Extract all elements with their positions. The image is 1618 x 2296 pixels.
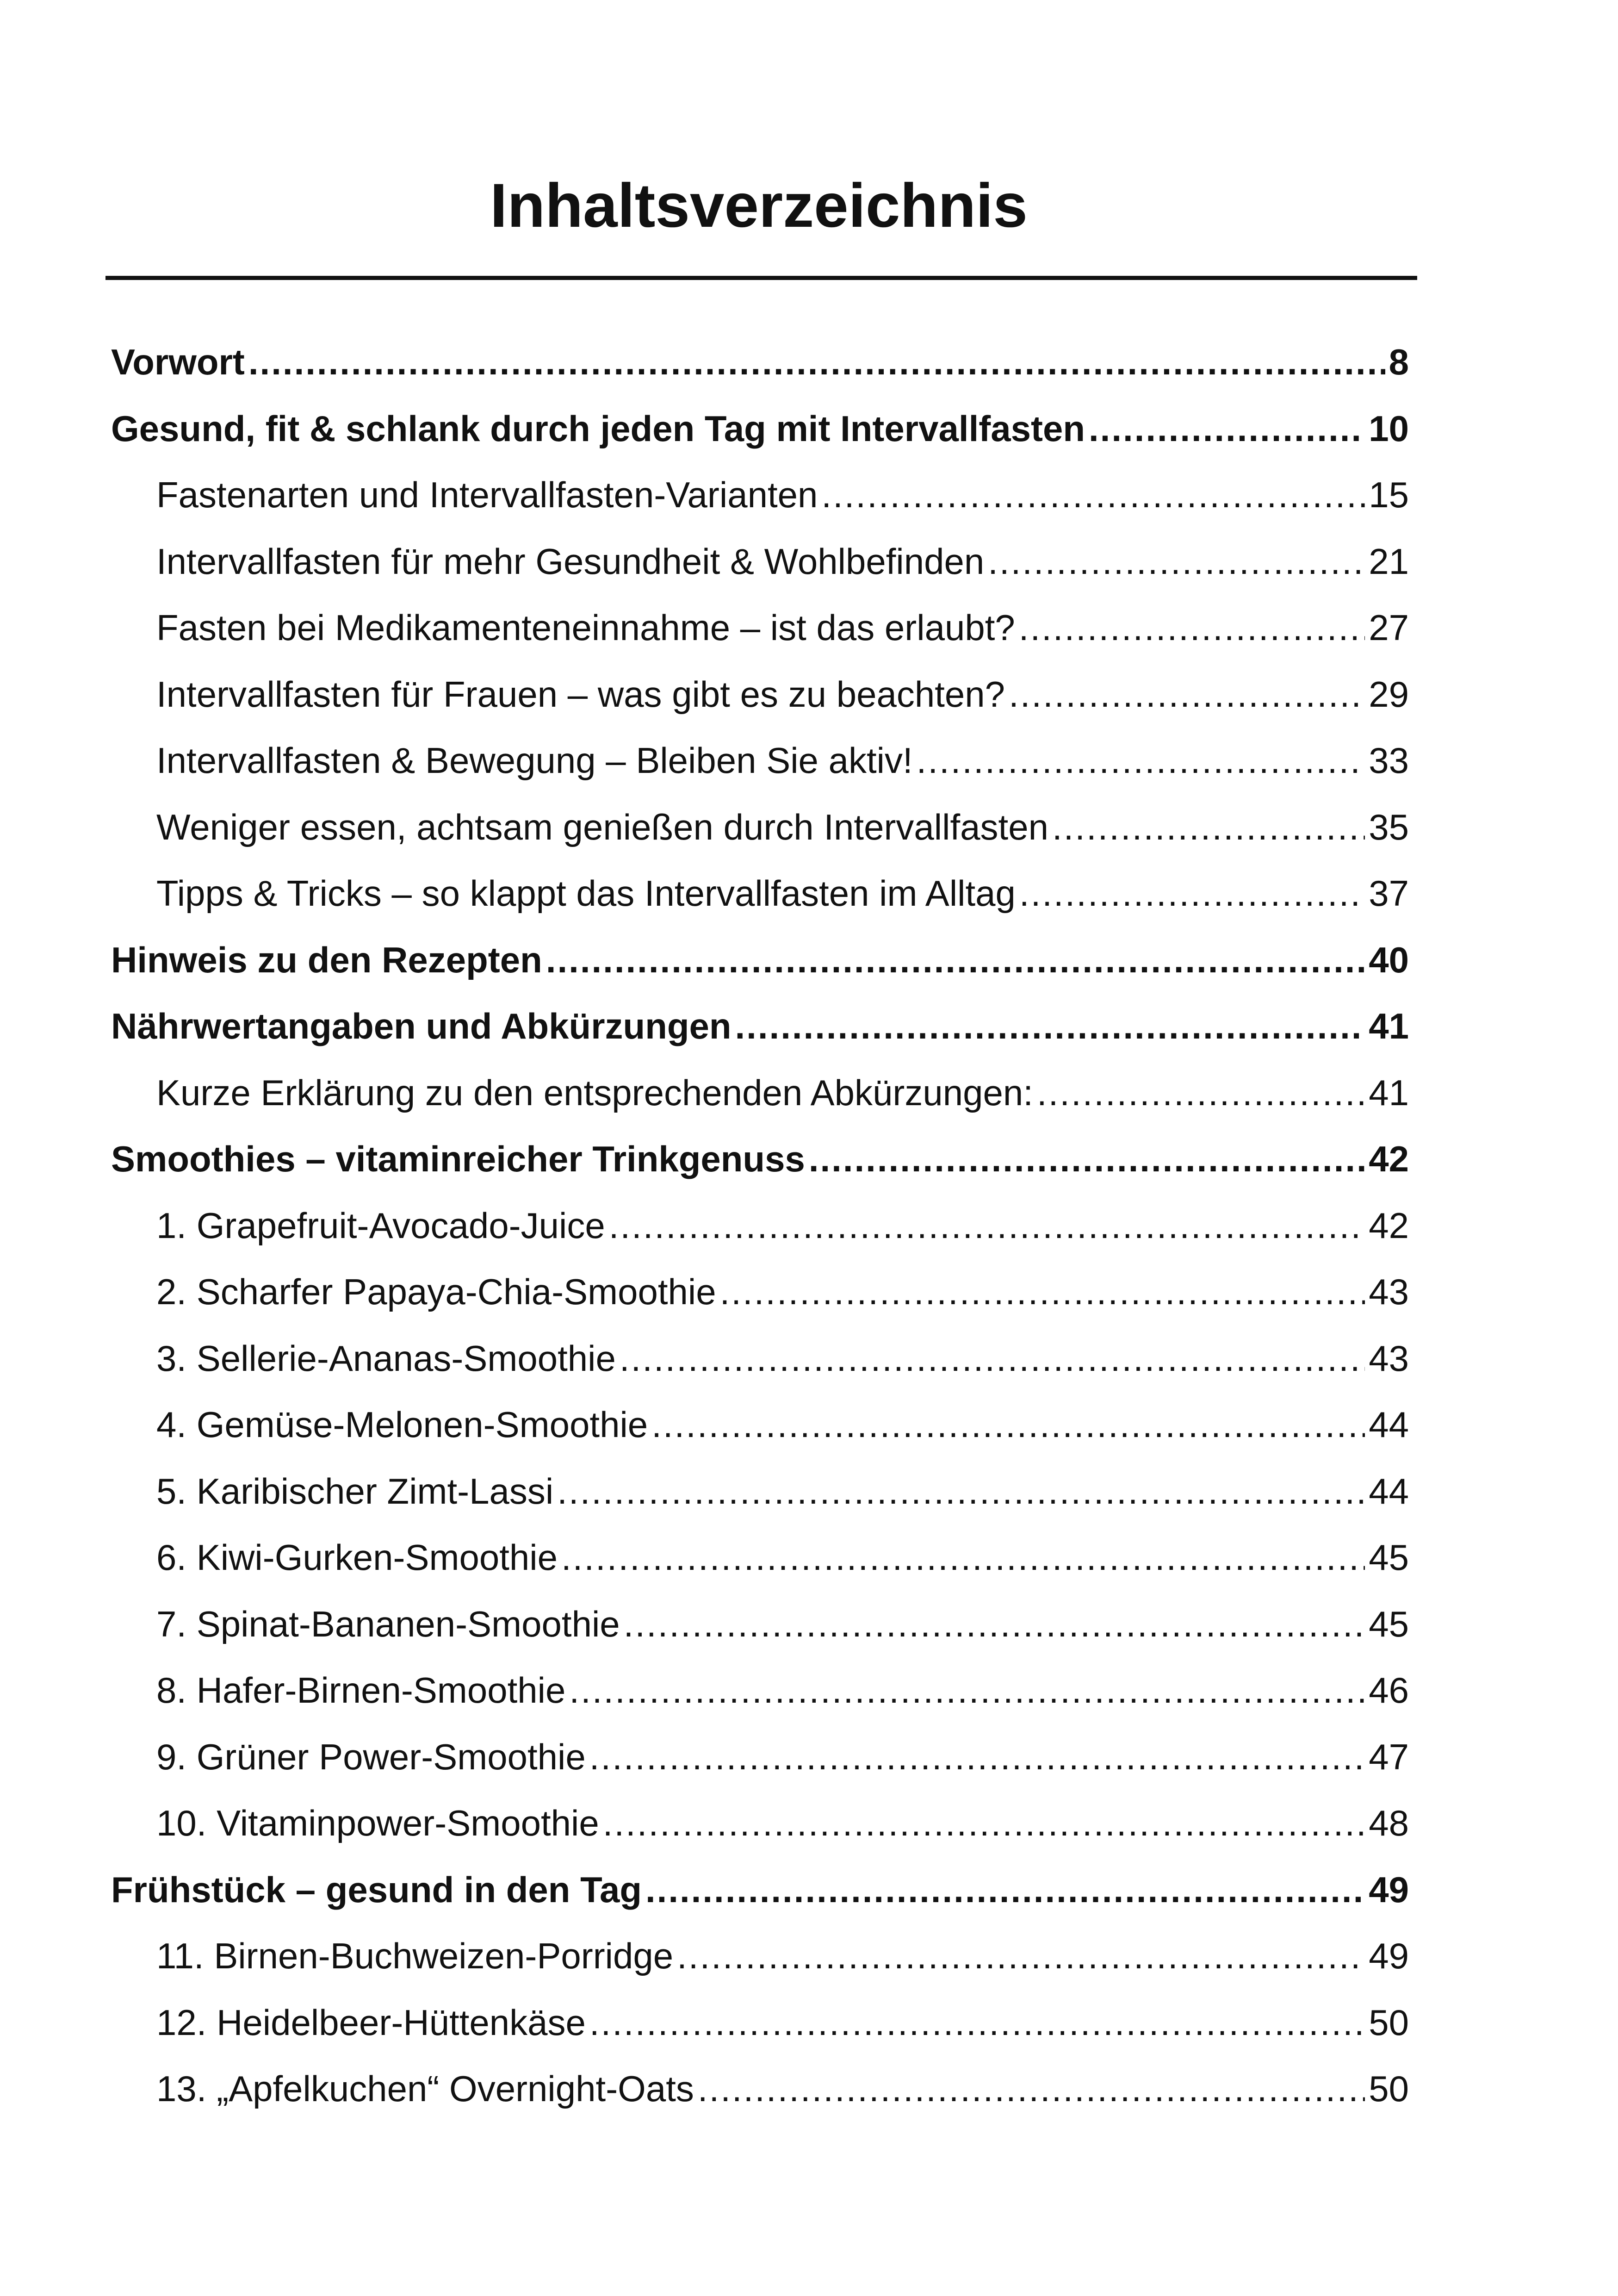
- toc-page-number: 35: [1369, 807, 1409, 847]
- toc-entry-title: Intervallfasten für mehr Gesundheit & Wohlbefinden: [156, 541, 985, 582]
- toc-entry-title: 4. Gemüse-Melonen-Smoothie: [156, 1404, 648, 1445]
- toc-entry-title: 13. „Apfelkuchen“ Overnight-Oats: [156, 2068, 694, 2109]
- toc-entry-title: Gesund, fit & schlank durch jeden Tag mit Intervallfasten: [111, 408, 1085, 449]
- toc-page-number: 42: [1369, 1139, 1409, 1179]
- toc-page-number: 45: [1369, 1604, 1409, 1644]
- toc-dot-leader: [609, 1202, 1365, 1249]
- toc-entry-title: Nährwertangaben und Abkürzungen: [111, 1006, 732, 1046]
- toc-section-entry[interactable]: [156, 1734, 1409, 1780]
- toc-page-number: 49: [1369, 1935, 1409, 1976]
- toc-chapter-entry[interactable]: [111, 339, 1409, 385]
- toc-page-number: 50: [1369, 2068, 1409, 2109]
- toc-entry-title: 12. Heidelbeer-Hüttenkäse: [156, 2002, 586, 2043]
- toc-dot-leader: [589, 1999, 1365, 2046]
- toc-section-entry[interactable]: [156, 1401, 1409, 1448]
- toc-section-entry[interactable]: [156, 1534, 1409, 1580]
- toc-entry-title: Fasten bei Medikamenteneinnahme – ist das erlaubt?: [156, 607, 1015, 648]
- toc-section-entry[interactable]: [156, 604, 1409, 651]
- toc-dot-leader: [735, 1003, 1365, 1049]
- toc-dot-leader: [677, 1933, 1365, 1979]
- toc-dot-leader: [988, 538, 1365, 585]
- toc-entry-title: Kurze Erklärung zu den entsprechenden Abkürzungen:: [156, 1072, 1033, 1113]
- toc-section-entry[interactable]: [156, 1999, 1409, 2046]
- toc-entry-title: 3. Sellerie-Ananas-Smoothie: [156, 1338, 616, 1379]
- toc-dot-leader: [1019, 870, 1365, 916]
- toc-section-entry[interactable]: [156, 1933, 1409, 1979]
- toc-page-number: 44: [1369, 1471, 1409, 1512]
- toc-dot-leader: [569, 1667, 1365, 1713]
- toc-entry-title: 8. Hafer-Birnen-Smoothie: [156, 1670, 566, 1711]
- toc-entry-title: 9. Grüner Power-Smoothie: [156, 1736, 586, 1777]
- toc-section-entry[interactable]: [156, 1269, 1409, 1315]
- toc-entry-title: Smoothies – vitaminreicher Trinkgenuss: [111, 1139, 805, 1179]
- toc-section-entry[interactable]: [156, 1335, 1409, 1381]
- toc-section-entry[interactable]: [156, 2066, 1409, 2112]
- toc-page-number: 48: [1369, 1803, 1409, 1843]
- toc-page-number: 49: [1369, 1869, 1409, 1910]
- toc-entry-title: Intervallfasten & Bewegung – Bleiben Sie aktiv!: [156, 740, 913, 781]
- toc-entry-title: 11. Birnen-Buchweizen-Porridge: [156, 1935, 674, 1976]
- toc-dot-leader: [720, 1269, 1365, 1315]
- toc-page-number: 42: [1369, 1205, 1409, 1246]
- toc-section-entry[interactable]: [156, 538, 1409, 585]
- toc-section-entry[interactable]: [156, 671, 1409, 717]
- toc-page-number: 10: [1369, 408, 1409, 449]
- toc-entry-title: 10. Vitaminpower-Smoothie: [156, 1803, 599, 1843]
- toc-entry-title: 7. Spinat-Bananen-Smoothie: [156, 1604, 620, 1644]
- toc-chapter-entry[interactable]: [111, 1136, 1409, 1182]
- toc-entry-title: 6. Kiwi-Gurken-Smoothie: [156, 1537, 558, 1578]
- toc-section-entry[interactable]: [156, 1601, 1409, 1647]
- page-title: Inhaltsverzeichnis: [490, 171, 1028, 240]
- toc-dot-leader: [809, 1136, 1365, 1182]
- toc-page-number: 45: [1369, 1537, 1409, 1578]
- toc-section-entry[interactable]: [156, 1202, 1409, 1249]
- toc-page-number: 46: [1369, 1670, 1409, 1711]
- toc-dot-leader: [645, 1867, 1365, 1913]
- toc-chapter-entry[interactable]: [111, 1003, 1409, 1049]
- toc-dot-leader: [1089, 405, 1365, 452]
- toc-page-number: 43: [1369, 1338, 1409, 1379]
- toc-page-number: 43: [1369, 1271, 1409, 1312]
- toc-section-entry[interactable]: [156, 737, 1409, 784]
- toc-page-number: 33: [1369, 740, 1409, 781]
- toc-page-number: 15: [1369, 474, 1409, 515]
- toc-dot-leader: [651, 1401, 1365, 1448]
- toc-page-number: 37: [1369, 873, 1409, 914]
- toc-section-entry[interactable]: [156, 1468, 1409, 1514]
- toc-dot-leader: [248, 339, 1385, 385]
- toc-section-entry[interactable]: [156, 870, 1409, 916]
- toc-page-number: 21: [1369, 541, 1409, 582]
- toc-dot-leader: [557, 1468, 1365, 1514]
- toc-chapter-entry[interactable]: [111, 1867, 1409, 1913]
- toc-dot-leader: [620, 1335, 1365, 1381]
- toc-page-number: 41: [1369, 1072, 1409, 1113]
- toc-entry-title: Vorwort: [111, 342, 245, 382]
- toc-page-number: 8: [1389, 342, 1409, 382]
- toc-entry-title: Weniger essen, achtsam genießen durch Intervallfasten: [156, 807, 1048, 847]
- toc-dot-leader: [589, 1734, 1365, 1780]
- toc-dot-leader: [546, 937, 1365, 983]
- toc-dot-leader: [1052, 804, 1365, 850]
- toc-entry-title: Intervallfasten für Frauen – was gibt es zu beachten?: [156, 674, 1005, 715]
- toc-dot-leader: [821, 472, 1365, 518]
- toc-dot-leader: [917, 737, 1365, 784]
- toc-section-entry[interactable]: [156, 1070, 1409, 1116]
- toc-entry-title: 5. Karibischer Zimt-Lassi: [156, 1471, 554, 1512]
- toc-chapter-entry[interactable]: [111, 405, 1409, 452]
- toc-section-entry[interactable]: [156, 1800, 1409, 1846]
- toc-entry-title: Fastenarten und Intervallfasten-Varianten: [156, 474, 818, 515]
- toc-page-number: 27: [1369, 607, 1409, 648]
- toc-page-number: 41: [1369, 1006, 1409, 1046]
- toc-dot-leader: [1019, 604, 1365, 651]
- toc-chapter-entry[interactable]: [111, 937, 1409, 983]
- toc-page-number: 29: [1369, 674, 1409, 715]
- toc-dot-leader: [1037, 1070, 1365, 1116]
- toc-page-number: 40: [1369, 940, 1409, 980]
- toc-dot-leader: [603, 1800, 1365, 1846]
- toc-dot-leader: [698, 2066, 1365, 2112]
- toc-page-number: 47: [1369, 1736, 1409, 1777]
- title-divider: [105, 276, 1417, 280]
- toc-entry-title: Frühstück – gesund in den Tag: [111, 1869, 642, 1910]
- toc-entry-title: 2. Scharfer Papaya-Chia-Smoothie: [156, 1271, 716, 1312]
- toc-entry-title: Tipps & Tricks – so klappt das Intervallfasten im Alltag: [156, 873, 1016, 914]
- toc-dot-leader: [624, 1601, 1365, 1647]
- toc-section-entry[interactable]: [156, 1667, 1409, 1713]
- toc-entry-title: Hinweis zu den Rezepten: [111, 940, 542, 980]
- toc-page-number: 50: [1369, 2002, 1409, 2043]
- toc-section-entry[interactable]: [156, 804, 1409, 850]
- toc-entry-title: 1. Grapefruit-Avocado-Juice: [156, 1205, 605, 1246]
- toc-section-entry[interactable]: [156, 472, 1409, 518]
- toc-page-number: 44: [1369, 1404, 1409, 1445]
- toc-dot-leader: [561, 1534, 1365, 1580]
- toc-dot-leader: [1009, 671, 1365, 717]
